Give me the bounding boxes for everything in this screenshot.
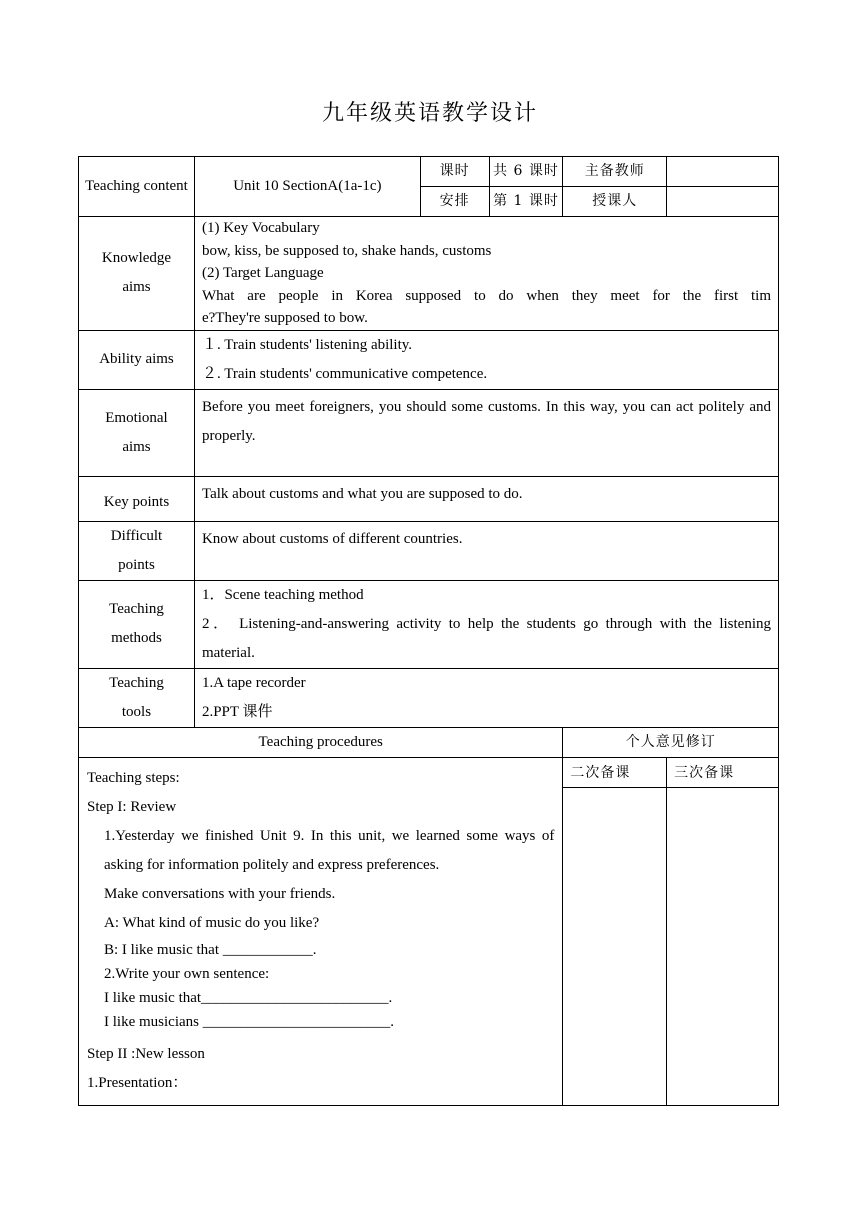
document-title: 九年级英语教学设计 <box>321 101 538 126</box>
key-points-content: Talk about customs and what you are supposed to do. <box>194 476 778 521</box>
methods-label: Teaching methods <box>79 580 195 668</box>
emotional-label: Emotional aims <box>79 389 195 476</box>
ability-label: Ability aims <box>79 330 195 389</box>
lecturer-value <box>667 187 779 217</box>
procedures-header-row <box>79 727 779 757</box>
teaching-content-label: Teaching content <box>79 157 195 217</box>
difficult-points-row <box>79 521 779 580</box>
procedures-content: Teaching steps: Step I: Review 1.Yesterday we finished Unit 9. In this unit, we learned some ways of asking for information politely and express preferences. Make conversations with your friends. A: What kind of music do you like? B: I like music that ____________. 2.Write your own sentence: I like music that_________________________. I like musicians _________________________. Step II :New lesson 1.Presentation： <box>79 757 563 1105</box>
lesson-plan-table <box>78 156 779 1106</box>
tools-label: Teaching tools <box>79 668 195 727</box>
lesson-label-1: 课时 <box>420 157 489 187</box>
main-teacher-label: 主备教师 <box>563 157 667 187</box>
lecturer-label: 授课人 <box>563 187 667 217</box>
difficult-points-label: Difficult points <box>79 521 195 580</box>
main-teacher-value <box>667 157 779 187</box>
knowledge-content: (1) Key Vocabulary bow, kiss, be supposed to, shake hands, customs (2) Target Language What are people in Korea supposed to do when they meet for the first tim e?They're supposed to bow. <box>194 217 778 331</box>
unit-cell: Unit 10 SectionA(1a-1c) <box>194 157 420 217</box>
ability-content: １. Train students' listening ability. ２. Train students' communicative competence. <box>194 330 778 389</box>
third-prep-header: 三次备课 <box>667 757 779 787</box>
second-prep-header: 二次备课 <box>563 757 667 787</box>
third-prep-notes <box>667 787 779 1105</box>
emotional-row <box>79 389 779 476</box>
difficult-points-content: Know about customs of different countries. <box>194 521 778 580</box>
lesson-label-2: 安排 <box>420 187 489 217</box>
total-lessons: 共 6 课时 <box>489 157 563 187</box>
header-row-1 <box>79 157 779 187</box>
knowledge-label: Knowledge aims <box>79 217 195 331</box>
key-points-row <box>79 476 779 521</box>
procedures-header: Teaching procedures <box>79 727 563 757</box>
tools-row <box>79 668 779 727</box>
revision-header: 个人意见修订 <box>563 727 779 757</box>
tools-content: 1.A tape recorder 2.PPT 课件 <box>194 668 778 727</box>
procedures-row-a <box>79 757 779 787</box>
methods-row <box>79 580 779 668</box>
ability-row <box>79 330 779 389</box>
current-lesson: 第 1 课时 <box>489 187 563 217</box>
methods-content: 1．Scene teaching method 2． Listening-and-answering activity to help the students go through with the listening material. <box>194 580 778 668</box>
second-prep-notes <box>563 787 667 1105</box>
key-points-label: Key points <box>79 476 195 521</box>
knowledge-row <box>79 217 779 331</box>
emotional-content: Before you meet foreigners, you should some customs. In this way, you can act politely and properly. <box>194 389 778 476</box>
